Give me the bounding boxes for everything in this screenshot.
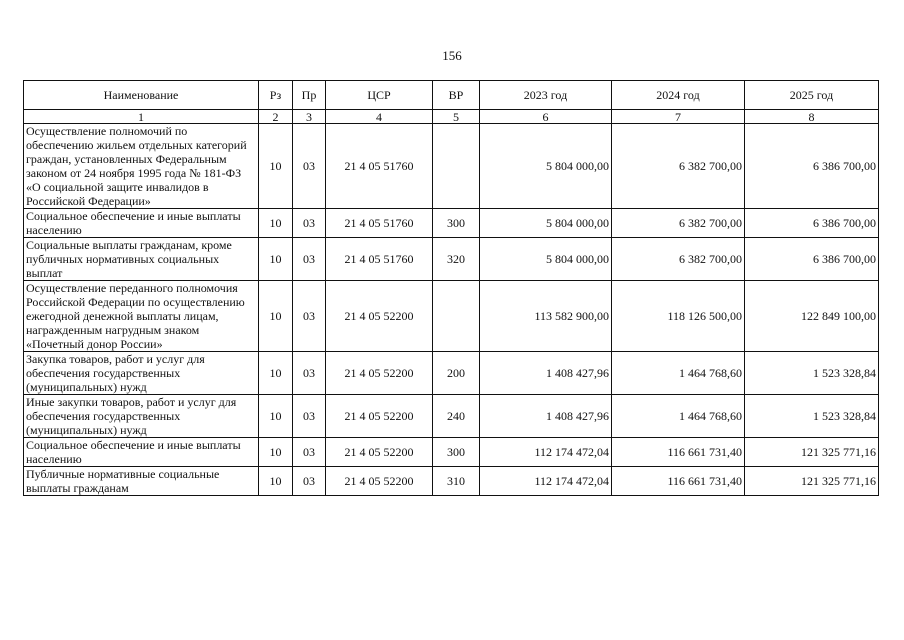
row-pr: 03 — [293, 352, 326, 395]
row-2025: 1 523 328,84 — [745, 395, 879, 438]
header-row — [24, 81, 879, 110]
header-2025: 2025 год — [745, 81, 879, 110]
row-csr: 21 4 05 52200 — [326, 438, 433, 467]
row-csr: 21 4 05 51760 — [326, 238, 433, 281]
row-pr: 03 — [293, 395, 326, 438]
row-csr: 21 4 05 51760 — [326, 124, 433, 209]
row-pr: 03 — [293, 124, 326, 209]
row-2023: 112 174 472,04 — [480, 438, 612, 467]
table-row — [24, 238, 879, 281]
page-number: 156 — [442, 48, 462, 63]
row-rz: 10 — [259, 467, 293, 496]
row-2024: 1 464 768,60 — [612, 352, 745, 395]
row-2023: 5 804 000,00 — [480, 124, 612, 209]
column-number-row — [24, 110, 879, 124]
table-row — [24, 281, 879, 352]
row-2023: 1 408 427,96 — [480, 352, 612, 395]
row-2023: 112 174 472,04 — [480, 467, 612, 496]
row-2025: 1 523 328,84 — [745, 352, 879, 395]
column-number: 1 — [24, 110, 259, 124]
row-rz: 10 — [259, 209, 293, 238]
table-row — [24, 352, 879, 395]
budget-table — [23, 80, 879, 496]
header-csr: ЦСР — [326, 81, 433, 110]
row-name: Закупка товаров, работ и услуг для обеспечения государственных (муниципальных) нужд — [24, 352, 259, 395]
row-vr: 310 — [433, 467, 480, 496]
table-row — [24, 395, 879, 438]
row-rz: 10 — [259, 238, 293, 281]
row-2025: 122 849 100,00 — [745, 281, 879, 352]
row-2024: 6 382 700,00 — [612, 124, 745, 209]
row-pr: 03 — [293, 281, 326, 352]
row-2025: 121 325 771,16 — [745, 467, 879, 496]
column-number: 7 — [612, 110, 745, 124]
header-name: Наименование — [24, 81, 259, 110]
row-name: Социальное обеспечение и иные выплаты населению — [24, 209, 259, 238]
table-row — [24, 209, 879, 238]
header-pr: Пр — [293, 81, 326, 110]
row-name: Социальные выплаты гражданам, кроме публичных нормативных социальных выплат — [24, 238, 259, 281]
row-pr: 03 — [293, 467, 326, 496]
column-number: 8 — [745, 110, 879, 124]
row-vr: 200 — [433, 352, 480, 395]
row-name: Иные закупки товаров, работ и услуг для обеспечения государственных (муниципальных) нужд — [24, 395, 259, 438]
row-vr: 320 — [433, 238, 480, 281]
row-pr: 03 — [293, 238, 326, 281]
row-2023: 113 582 900,00 — [480, 281, 612, 352]
row-csr: 21 4 05 51760 — [326, 209, 433, 238]
table-row — [24, 124, 879, 209]
row-rz: 10 — [259, 281, 293, 352]
row-rz: 10 — [259, 352, 293, 395]
row-2025: 6 386 700,00 — [745, 209, 879, 238]
row-2023: 1 408 427,96 — [480, 395, 612, 438]
row-vr: 300 — [433, 209, 480, 238]
row-name: Социальное обеспечение и иные выплаты населению — [24, 438, 259, 467]
row-2024: 6 382 700,00 — [612, 238, 745, 281]
row-vr: 240 — [433, 395, 480, 438]
row-vr — [433, 124, 480, 209]
row-rz: 10 — [259, 124, 293, 209]
table-row — [24, 467, 879, 496]
column-number: 6 — [480, 110, 612, 124]
row-2024: 116 661 731,40 — [612, 438, 745, 467]
row-name: Публичные нормативные социальные выплаты гражданам — [24, 467, 259, 496]
row-2024: 1 464 768,60 — [612, 395, 745, 438]
column-number: 3 — [293, 110, 326, 124]
row-pr: 03 — [293, 209, 326, 238]
header-rz: Рз — [259, 81, 293, 110]
row-csr: 21 4 05 52200 — [326, 352, 433, 395]
row-csr: 21 4 05 52200 — [326, 395, 433, 438]
row-rz: 10 — [259, 438, 293, 467]
header-2023: 2023 год — [480, 81, 612, 110]
row-2023: 5 804 000,00 — [480, 238, 612, 281]
row-name: Осуществление полномочий по обеспечению жильем отдельных категорий граждан, установленных Федеральным законом от 24 ноября 1995 года № 181-ФЗ «О социальной защите инвалидов в Российской Федерации» — [24, 124, 259, 209]
row-vr — [433, 281, 480, 352]
header-vr: ВР — [433, 81, 480, 110]
row-2024: 6 382 700,00 — [612, 209, 745, 238]
column-number: 5 — [433, 110, 480, 124]
row-rz: 10 — [259, 395, 293, 438]
row-name: Осуществление переданного полномочия Российской Федерации по осуществлению ежегодной денежной выплаты лицам, награжденным нагрудным знаком «Почетный донор России» — [24, 281, 259, 352]
row-csr: 21 4 05 52200 — [326, 281, 433, 352]
row-2024: 116 661 731,40 — [612, 467, 745, 496]
row-2025: 6 386 700,00 — [745, 238, 879, 281]
header-2024: 2024 год — [612, 81, 745, 110]
row-pr: 03 — [293, 438, 326, 467]
row-2024: 118 126 500,00 — [612, 281, 745, 352]
column-number: 4 — [326, 110, 433, 124]
row-csr: 21 4 05 52200 — [326, 467, 433, 496]
row-2025: 121 325 771,16 — [745, 438, 879, 467]
row-2025: 6 386 700,00 — [745, 124, 879, 209]
column-number: 2 — [259, 110, 293, 124]
table-row — [24, 438, 879, 467]
row-2023: 5 804 000,00 — [480, 209, 612, 238]
row-vr: 300 — [433, 438, 480, 467]
